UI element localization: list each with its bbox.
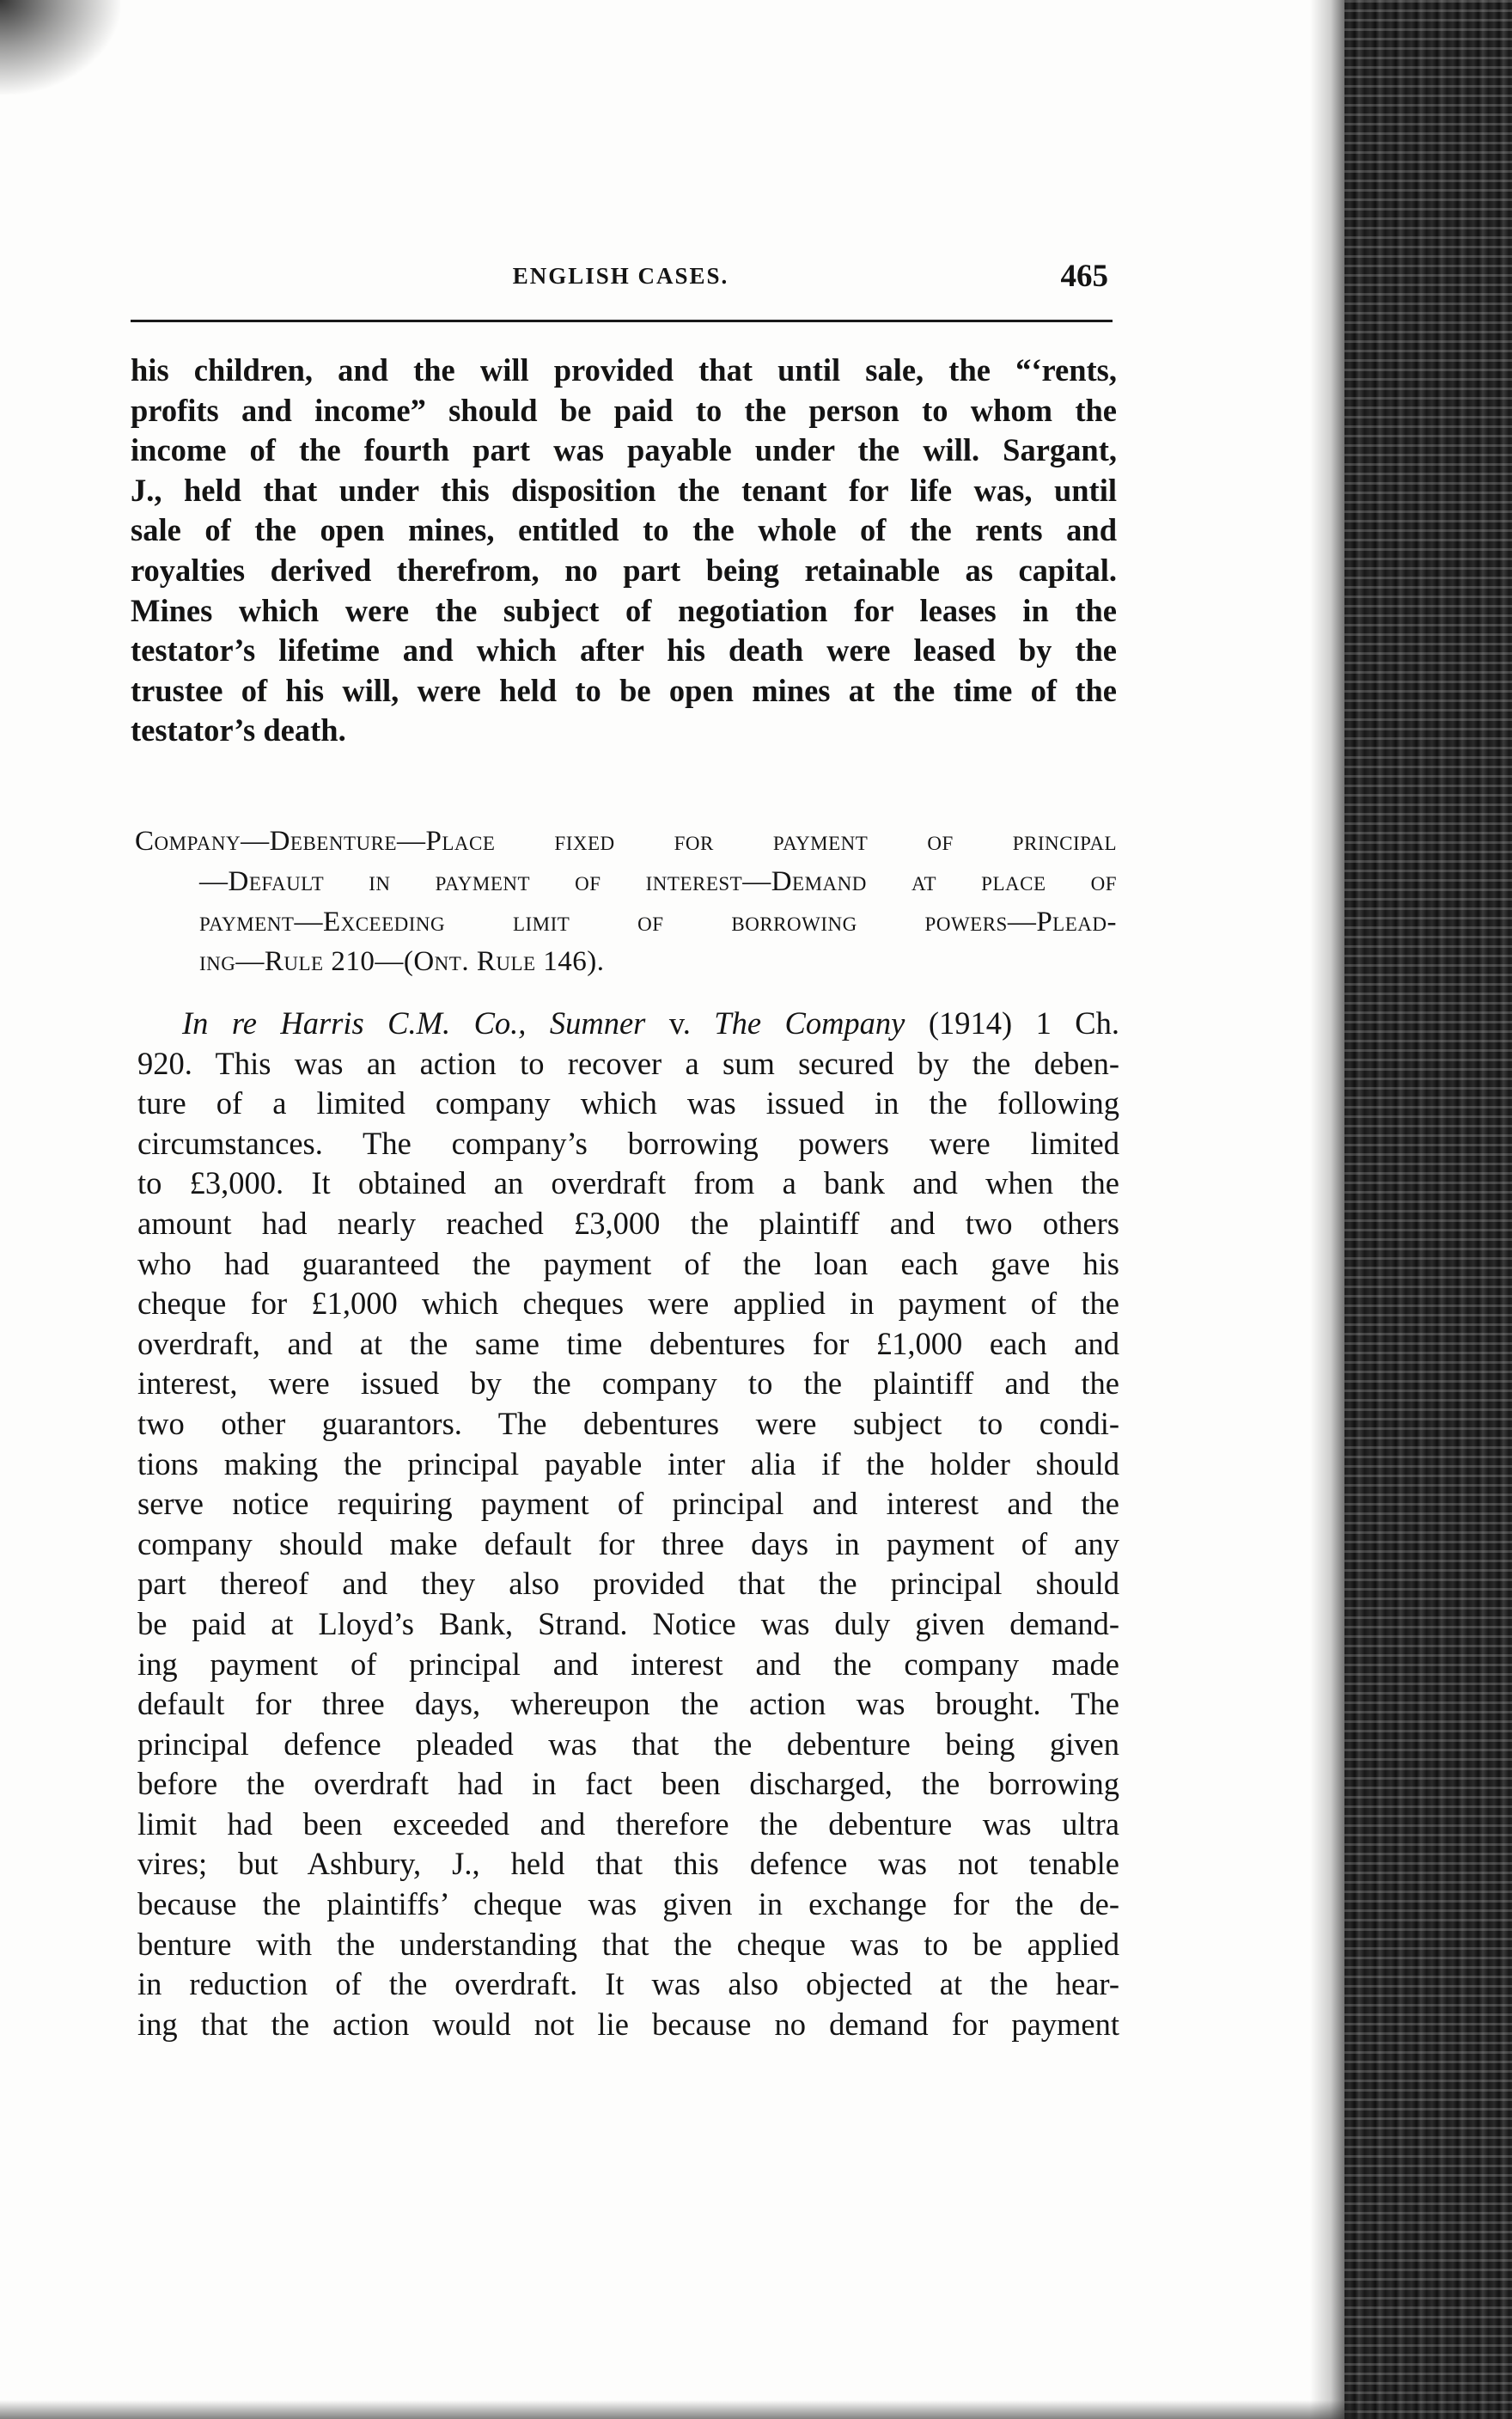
heading-line: Company—Debenture—Place fixed for payment of principal	[135, 826, 1117, 857]
scan-bottom-shadow	[0, 2400, 1357, 2419]
text-line: 920. This was an action to recover a sum secured by the deben-	[137, 1045, 1119, 1081]
text-line: tions making the principal payable inter alia if the holder should	[137, 1445, 1119, 1481]
text-line: principal defence pleaded was that the debenture being given	[137, 1726, 1119, 1762]
text-line: to £3,000. It obtained an overdraft from a bank and when the	[137, 1165, 1119, 1201]
text-line: trustee of his will, were held to be open mines at the time of the	[131, 672, 1117, 708]
text-line: royalties derived therefrom, no part being retainable as capital.	[131, 552, 1117, 588]
text-line: cheque for £1,000 which cheques were applied in payment of the	[137, 1286, 1119, 1322]
text-line: benture with the understanding that the cheque was to be applied	[137, 1926, 1119, 1962]
text-line: profits and income” should be paid to the person to whom the	[131, 392, 1117, 428]
text-line: ture of a limited company which was issued in the following	[137, 1085, 1119, 1121]
text-line: because the plaintiffs’ cheque was given in exchange for the de-	[137, 1886, 1119, 1922]
heading-line: ing—Rule 210—(Ont. Rule 146).	[199, 946, 605, 978]
case-reference: (1914) 1 Ch.	[905, 1005, 1119, 1041]
section-heading	[135, 822, 1117, 982]
text-line: default for three days, whereupon the action was brought. The	[137, 1686, 1119, 1722]
heading-line: —Default in payment of interest—Demand at place of	[199, 865, 1117, 897]
text-line: income of the fourth part was payable under the will. Sargant,	[131, 432, 1117, 468]
page-number: 465	[1060, 259, 1108, 294]
text-line: serve notice requiring payment of principal and interest and the	[137, 1486, 1119, 1522]
text-line: limit had been exceeded and therefore the debenture was ultra	[137, 1805, 1119, 1842]
text-line: company should make default for three days in payment of any	[137, 1525, 1119, 1561]
text-line: testator’s lifetime and which after his death were leased by the	[131, 632, 1117, 669]
text-line: before the overdraft had in fact been discharged, the borrowing	[137, 1766, 1119, 1802]
case-name: In re Harris C.M. Co., Sumner	[182, 1005, 646, 1041]
text-line: who had guaranteed the payment of the loan each gave his	[137, 1245, 1119, 1281]
scan-page-edge	[1344, 0, 1512, 2419]
text-line: J., held that under this disposition the tenant for life was, until	[131, 472, 1117, 508]
text-line: part thereof and they also provided that the principal should	[137, 1566, 1119, 1602]
text-line: ing that the action would not lie because no demand for payment	[137, 2006, 1119, 2042]
running-title: ENGLISH CASES.	[512, 263, 729, 289]
text-line: his children, and the will provided that until sale, the “‘rents,	[131, 352, 1117, 388]
text-line: in reduction of the overdraft. It was also objected at the hear-	[137, 1966, 1119, 2002]
header-rule	[131, 320, 1113, 322]
text-line: Mines which were the subject of negotiation for leases in the	[131, 592, 1117, 628]
text-line: two other guarantors. The debentures were subject to condi-	[137, 1405, 1119, 1441]
case-citation-line	[137, 1004, 1119, 1044]
heading-line: payment—Exceeding limit of borrowing powers—Plead-	[199, 906, 1117, 938]
text-line: sale of the open mines, entitled to the whole of the rents and	[131, 512, 1117, 548]
paragraph-continuation	[131, 351, 1117, 751]
scan-corner-shadow	[0, 0, 120, 95]
case-summary	[137, 1004, 1119, 2044]
scan-edge-gradient	[1310, 0, 1344, 2419]
text-line: circumstances. The company’s borrowing powers were limited	[137, 1125, 1119, 1161]
text-line: ing payment of principal and interest and the company made	[137, 1646, 1119, 1682]
text-line: overdraft, and at the same time debentures for £1,000 each and	[137, 1325, 1119, 1361]
text-line: testator’s death.	[131, 712, 346, 748]
case-defendant: The Company	[714, 1005, 905, 1041]
text-line: vires; but Ashbury, J., held that this defence was not tenable	[137, 1846, 1119, 1882]
text-line: be paid at Lloyd’s Bank, Strand. Notice was duly given demand-	[137, 1605, 1119, 1641]
running-header	[129, 258, 1113, 301]
text-line: amount had nearly reached £3,000 the plaintiff and two others	[137, 1205, 1119, 1241]
case-versus: v.	[645, 1005, 715, 1041]
text-line: interest, were issued by the company to the plaintiff and the	[137, 1365, 1119, 1402]
